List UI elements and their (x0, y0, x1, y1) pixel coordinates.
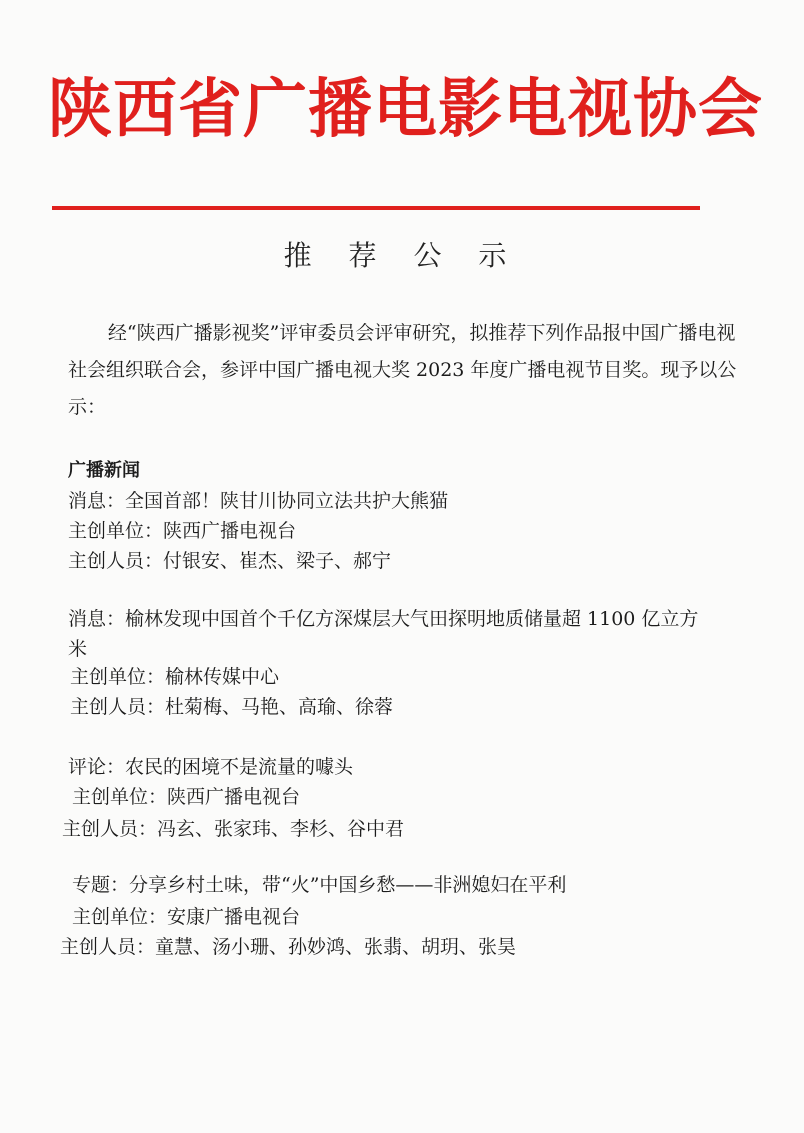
entry-title: 评论：农民的困境不是流量的噱头 (68, 756, 354, 778)
entry-unit: 主创单位：安康广播电视台 (72, 906, 301, 928)
intro-paragraph: 经“陕西广播影视奖”评审委员会评审研究，拟推荐下列作品报中国广播电视社会组织联合会，参评中国广播电视大奖 2023 年度广播电视节目奖。现予以公示： (68, 322, 737, 418)
section-heading: 广播新闻 (68, 460, 140, 481)
entry-title: 消息：全国首部！陕甘川协同立法共护大熊猫 (68, 490, 449, 512)
entry-people: 主创人员：冯玄、张家玮、李杉、谷中君 (62, 818, 405, 840)
organization-letterhead: 陕西省广播电影电视协会 (48, 73, 763, 147)
entry-unit: 主创单位：榆林传媒中心 (70, 666, 280, 688)
entry-title: 专题：分享乡村土味，带“火”中国乡愁——非洲媳妇在平利 (72, 874, 567, 896)
entry-people: 主创人员：杜菊梅、马艳、高瑜、徐蓉 (70, 696, 394, 718)
entry-unit: 主创单位：陕西广播电视台 (68, 520, 297, 542)
entry-people: 主创人员：童慧、汤小珊、孙妙鸿、张翡、胡玥、张昊 (60, 936, 517, 958)
letterhead-divider (52, 206, 700, 210)
entry-unit: 主创单位：陕西广播电视台 (72, 786, 301, 808)
entry-title: 消息：榆林发现中国首个千亿方深煤层大气田探明地质储量超 1100 亿立方 (68, 608, 699, 630)
document-title: 推 荐 公 示 (283, 239, 521, 272)
entry-title-continued: 米 (68, 638, 88, 660)
entry-people: 主创人员：付银安、崔杰、梁子、郝宁 (68, 550, 392, 572)
